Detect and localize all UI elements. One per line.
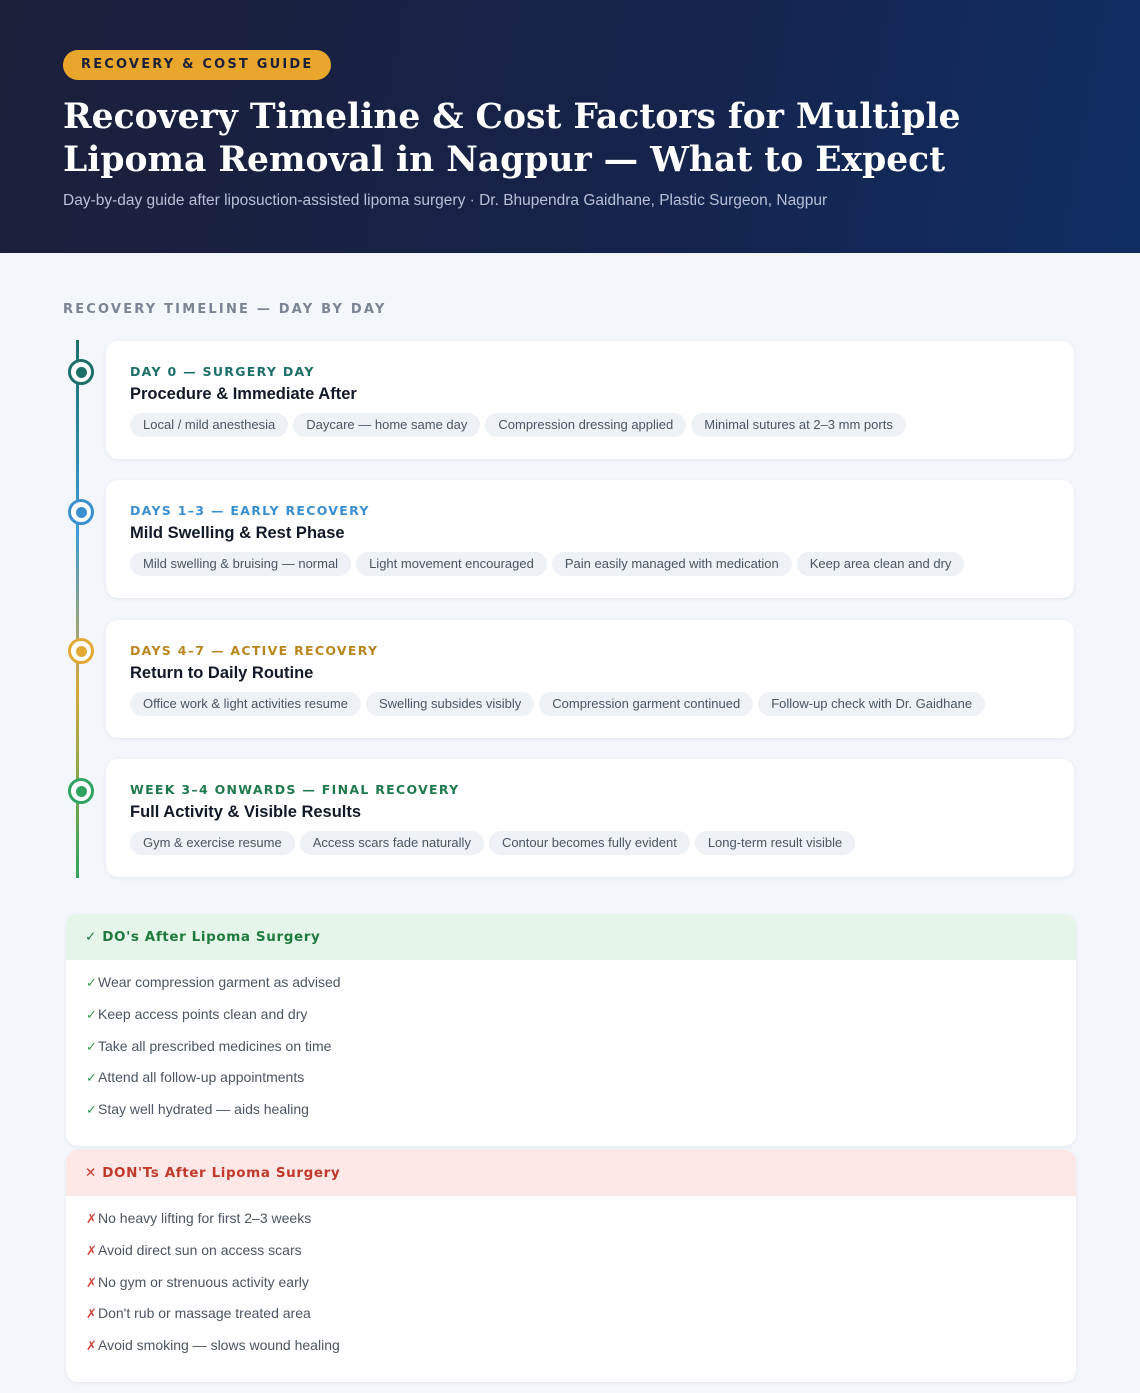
- timeline-dot-days4-7: [68, 638, 94, 664]
- list-item: [86, 1274, 1076, 1306]
- check-icon: ✓: [86, 1102, 97, 1118]
- dos-list: [66, 960, 1076, 1133]
- list-item: [86, 1242, 1076, 1274]
- timeline-card-week3-4: [106, 759, 1074, 877]
- list-item-text: No heavy lifting for first 2–3 weeks: [98, 1210, 312, 1226]
- list-item-text: No gym or strenuous activity early: [98, 1273, 309, 1290]
- list-item: [86, 1038, 1076, 1070]
- page-title: Recovery Timeline & Cost Factors for Multiple Lipoma Removal in Nagpur — What to Expect: [63, 97, 961, 180]
- stage-tag: Local / mild anesthesia: [130, 413, 288, 437]
- donts-title: DON'Ts After Lipoma Surgery: [102, 1165, 341, 1181]
- list-item-text: Don't rub or massage treated area: [98, 1305, 311, 1322]
- timeline-card-days1-3: [106, 480, 1074, 598]
- stage-tag: Gym & exercise resume: [130, 831, 295, 855]
- list-item-text: Avoid direct sun on access scars: [98, 1241, 302, 1258]
- donts-panel: [66, 1150, 1076, 1382]
- timeline-section-label: RECOVERY TIMELINE — DAY BY DAY: [63, 302, 387, 317]
- stage-kicker: WEEK 3–4 ONWARDS — FINAL RECOVERY: [130, 782, 460, 797]
- stage-title: Mild Swelling & Rest Phase: [130, 524, 345, 542]
- stage-tag: Daycare — home same day: [293, 413, 480, 437]
- stage-kicker: DAYS 1–3 — EARLY RECOVERY: [130, 503, 370, 518]
- stage-tag: Swelling subsides visibly: [366, 692, 534, 716]
- timeline-dot-week3-4: [68, 778, 94, 804]
- stage-title: Full Activity & Visible Results: [130, 803, 362, 821]
- timeline-card-day0: [106, 341, 1074, 459]
- dos-header: [66, 914, 1076, 960]
- stage-tag: Light movement encouraged: [356, 552, 547, 576]
- donts-header: [66, 1150, 1076, 1196]
- stage-kicker: DAY 0 — SURGERY DAY: [130, 364, 315, 379]
- list-item-text: Wear compression garment as advised: [98, 974, 341, 990]
- donts-list: [66, 1196, 1076, 1369]
- list-item-text: Attend all follow-up appointments: [98, 1069, 305, 1086]
- list-item-text: Keep access points clean and dry: [98, 1005, 308, 1022]
- stage-title: Procedure & Immediate After: [130, 385, 357, 403]
- stage-tag: Minimal sutures at 2–3 mm ports: [691, 413, 906, 437]
- list-item: [86, 1305, 1076, 1337]
- stage-tag: Office work & light activities resume: [130, 692, 361, 716]
- stage-tags: [130, 552, 964, 576]
- list-item: [86, 1069, 1076, 1101]
- stage-tag: Mild swelling & bruising — normal: [130, 552, 351, 576]
- list-item-text: Avoid smoking — slows wound healing: [98, 1337, 340, 1354]
- list-item: [86, 1101, 1076, 1133]
- stage-tags: [130, 692, 985, 716]
- cross-icon: ✗: [86, 1242, 97, 1258]
- cross-icon: ✗: [86, 1211, 97, 1226]
- dos-title: DO's After Lipoma Surgery: [102, 929, 321, 945]
- stage-tag: Compression dressing applied: [485, 413, 686, 437]
- stage-tag: Access scars fade naturally: [300, 831, 484, 855]
- stage-tag: Long-term result visible: [695, 831, 855, 855]
- cross-icon: ✗: [86, 1306, 97, 1322]
- list-item: [86, 1210, 1076, 1242]
- list-item: [86, 974, 1076, 1006]
- page-subtitle: Day-by-day guide after liposuction-assisted lipoma surgery · Dr. Bhupendra Gaidhane, Plastic Surgeon, Nagpur: [63, 192, 828, 209]
- cross-icon: ✗: [86, 1274, 97, 1290]
- stage-title: Return to Daily Routine: [130, 664, 314, 682]
- list-item-text: Stay well hydrated — aids healing: [98, 1101, 309, 1118]
- check-icon: ✓: [86, 1038, 97, 1054]
- stage-kicker: DAYS 4–7 — ACTIVE RECOVERY: [130, 643, 379, 658]
- guide-badge: RECOVERY & COST GUIDE: [63, 50, 331, 80]
- timeline-card-days4-7: [106, 620, 1074, 738]
- list-item: [86, 1337, 1076, 1369]
- timeline-dot-days1-3: [68, 499, 94, 525]
- stage-tag: Follow-up check with Dr. Gaidhane: [758, 692, 985, 716]
- stage-tag: Keep area clean and dry: [797, 552, 965, 576]
- stage-tags: [130, 413, 906, 437]
- stage-tag: Compression garment continued: [539, 692, 753, 716]
- check-icon: ✓: [86, 1006, 97, 1022]
- check-icon: ✓: [85, 929, 97, 945]
- stage-tags: [130, 831, 855, 855]
- stage-tag: Pain easily managed with medication: [552, 552, 792, 576]
- check-icon: ✓: [86, 1070, 97, 1086]
- cross-icon: ✕: [85, 1165, 97, 1181]
- stage-tag: Contour becomes fully evident: [489, 831, 690, 855]
- timeline-dot-day0: [68, 359, 94, 385]
- list-item: [86, 1006, 1076, 1038]
- cross-icon: ✗: [86, 1338, 97, 1354]
- check-icon: ✓: [86, 975, 97, 990]
- hero-banner: [0, 0, 1140, 253]
- dos-panel: [66, 914, 1076, 1146]
- list-item-text: Take all prescribed medicines on time: [98, 1037, 332, 1054]
